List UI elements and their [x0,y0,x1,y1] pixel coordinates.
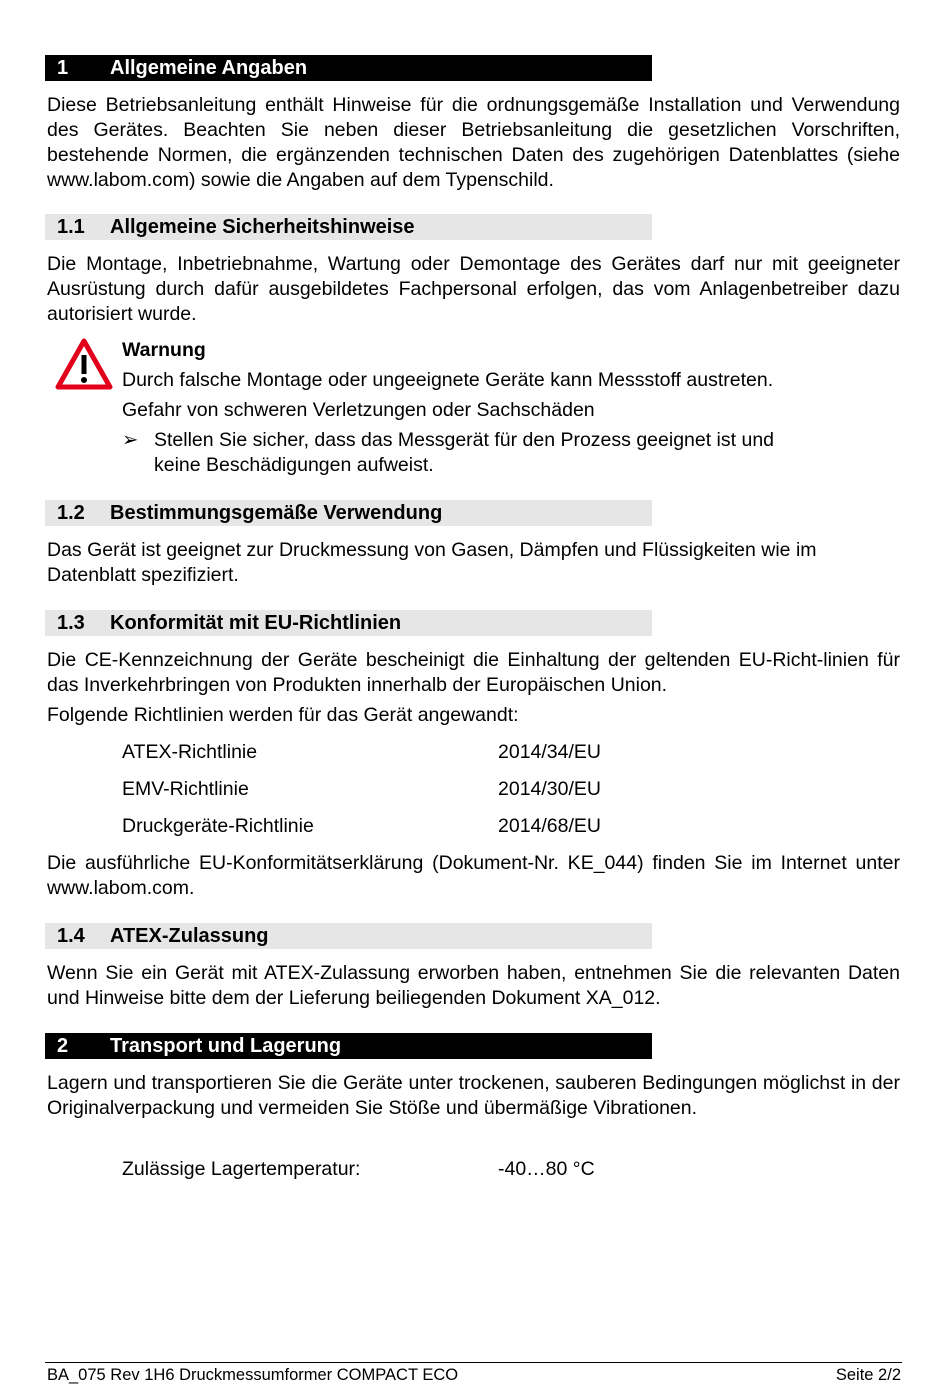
section-1-4-body: Wenn Sie ein Gerät mit ATEX-Zulassung erworben haben, entnehmen Sie die relevanten Daten und Hinweise bitte dem der Lieferung beiliegenden Dokument XA_012. [47,962,900,1009]
section-title: Allgemeine Angaben [110,57,308,79]
footer-page-number: Seite 2/2 [835,1366,901,1384]
directive-name: ATEX-Richtlinie [122,741,258,763]
section-1-3-body-1: Die CE-Kennzeichnung der Geräte bescheinigt die Einhaltung der geltenden EU-Richt-linien für das Inverkehrbringen von Produkten innerhalb der Europäischen Union. [47,649,900,696]
section-number: 1.2 [57,502,85,524]
warning-title: Warnung [122,339,206,361]
section-2-header [45,1033,652,1059]
section-1-2-body: Das Gerät ist geeignet zur Druckmessung von Gasen, Dämpfen und Flüssigkeiten wie im Datenblatt spezifiziert. [47,539,817,586]
section-number: 1.3 [57,612,85,634]
directive-code: 2014/30/EU [498,778,601,800]
section-number: 2 [57,1035,69,1057]
section-1-3-body-2: Folgende Richtlinien werden für das Gerät angewandt: [47,704,519,726]
storage-temp-value: -40…80 °C [498,1158,595,1180]
warning-triangle-icon [55,338,113,390]
section-1-3-body-3: Die ausführliche EU-Konformitätserklärung (Dokument-Nr. KE_044) finden Sie im Internet unter www.labom.com. [47,852,900,899]
section-title: Bestimmungsgemäße Verwendung [110,502,443,524]
section-1-1-header [45,214,652,240]
warning-bullet-text-1: Stellen Sie sicher, dass das Messgerät für den Prozess geeignet ist und [154,429,775,451]
bullet-arrow-icon: ➢ [122,429,139,451]
footer-doc-id: BA_075 Rev 1H6 Druckmessumformer COMPACT ECO [47,1366,459,1384]
section-1-2-header [45,500,652,526]
directive-name: EMV-Richtlinie [122,778,249,800]
section-1-3-header [45,610,652,636]
section-number: 1.4 [57,925,85,947]
section-1-body: Diese Betriebsanleitung enthält Hinweise für die ordnungsgemäße Installation und Verwendung des Gerätes. Beachten Sie neben dieser Betriebsanleitung die gesetzlichen Vorschriften, bestehende Normen, die ergänzenden technischen Daten des zugehörigen Datenblattes (siehe www.labom.com) sowie die Angaben auf dem Typenschild. [47,94,900,191]
section-2-body: Lagern und transportieren Sie die Geräte unter trockenen, sauberen Bedingungen möglichst in der Originalverpackung und vermeiden Sie Stöße und übermäßige Vibrationen. [47,1072,900,1119]
section-title: Allgemeine Sicherheitshinweise [110,216,415,238]
section-1-4-header [45,923,652,949]
section-title: Transport und Lagerung [110,1035,342,1057]
directive-code: 2014/68/EU [498,815,601,837]
warning-bullet-text-2: keine Beschädigungen aufweist. [154,454,434,476]
directive-code: 2014/34/EU [498,741,601,763]
warning-text-2: Gefahr von schweren Verletzungen oder Sachschäden [122,399,595,421]
footer-divider [45,1362,902,1363]
section-number: 1 [57,57,69,79]
warning-text-1: Durch falsche Montage oder ungeeignete Geräte kann Messstoff austreten. [122,369,774,391]
section-number: 1.1 [57,216,85,238]
storage-temp-label: Zulässige Lagertemperatur: [122,1158,361,1180]
section-title: Konformität mit EU-Richtlinien [110,612,402,634]
section-title: ATEX-Zulassung [110,925,269,947]
section-1-1-body: Die Montage, Inbetriebnahme, Wartung oder Demontage des Gerätes darf nur mit geeigneter Ausrüstung durch dafür ausgebildetes Fachpersonal erfolgen, das vom Anlagenbetreiber dazu autorisiert wurde. [47,253,900,325]
directive-name: Druckgeräte-Richtlinie [122,815,314,837]
section-1-header [45,55,652,81]
